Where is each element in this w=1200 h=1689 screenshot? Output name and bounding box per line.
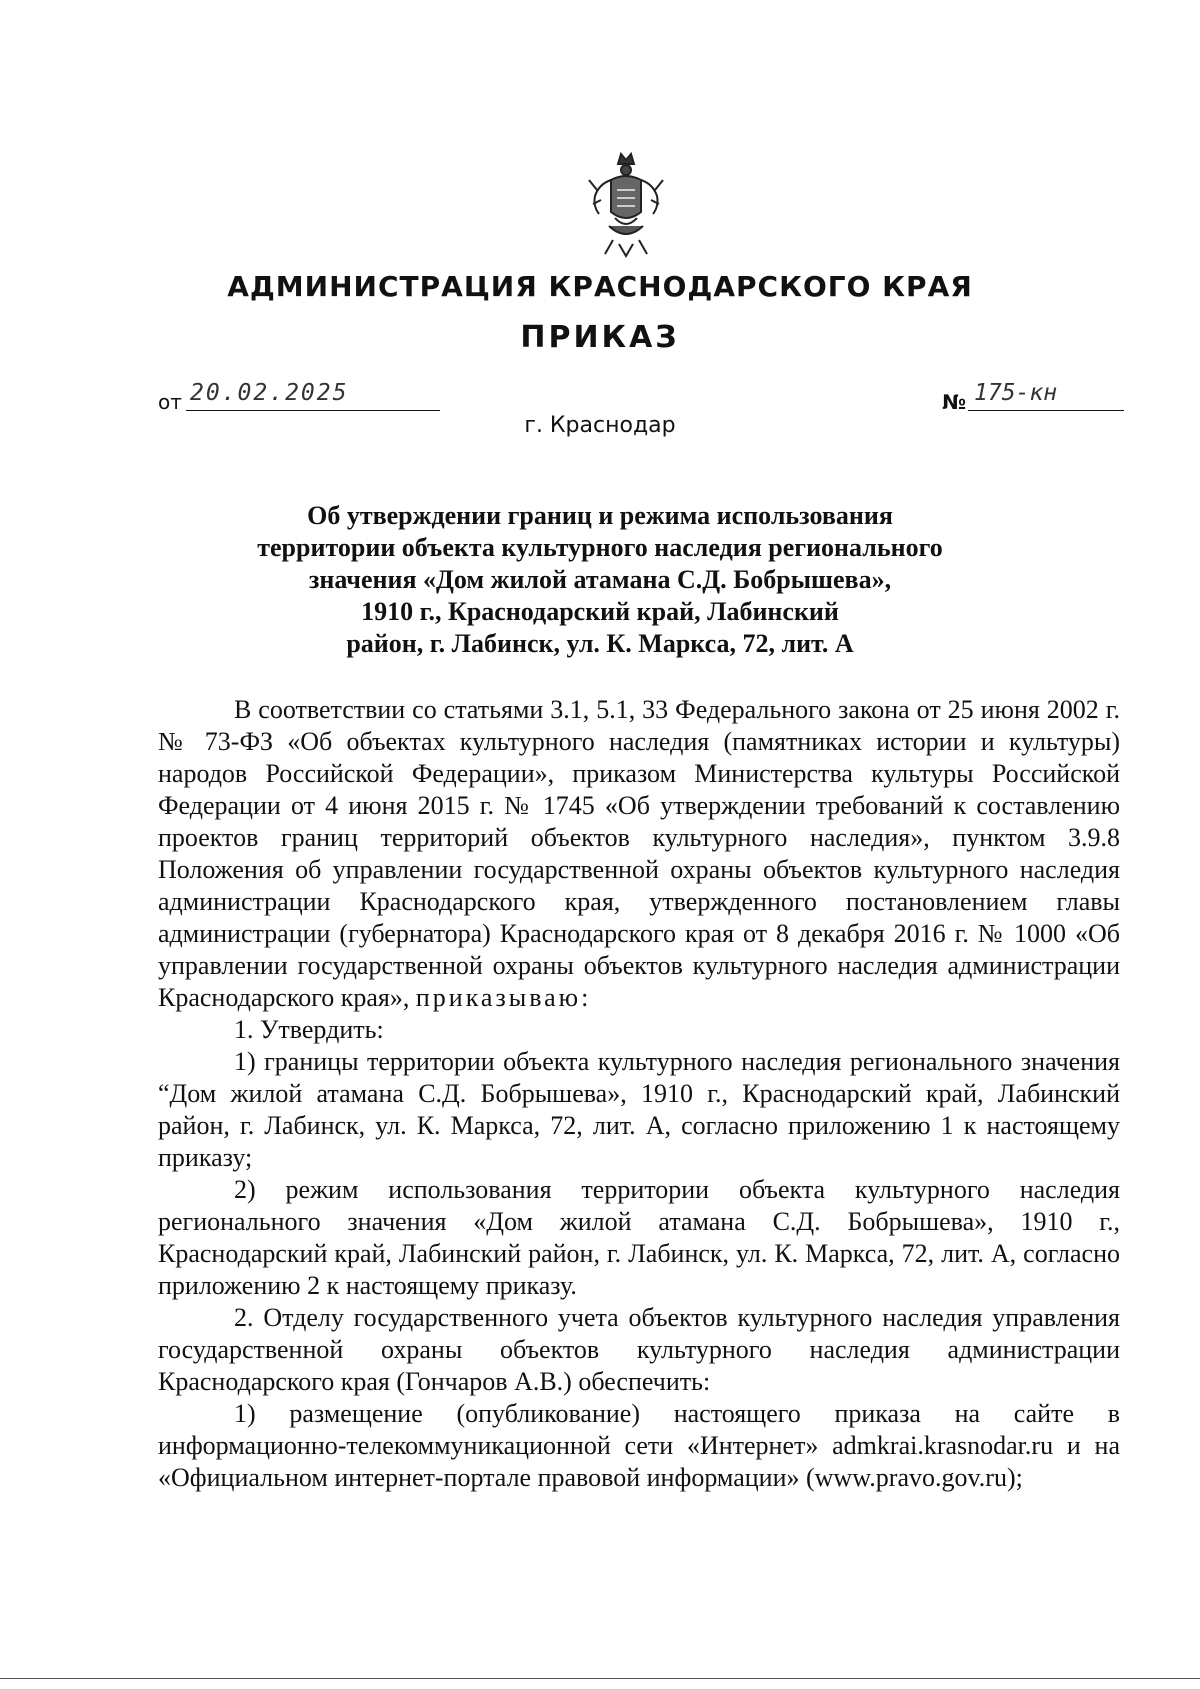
date-value: 20.02.2025 xyxy=(186,380,440,411)
page-edge-line xyxy=(0,1678,1200,1679)
preamble-paragraph xyxy=(158,694,1120,1014)
coat-of-arms-icon xyxy=(585,150,667,260)
document-type: ПРИКАЗ xyxy=(520,320,680,355)
title-line: значения «Дом жилой атамана С.Д. Бобрышева», xyxy=(308,565,892,594)
number-label: № xyxy=(942,390,967,414)
title-line: Об утверждении границ и режима использования xyxy=(307,501,893,530)
item-2: 2. Отделу государственного учета объектов культурного наследия управления государственной охраны объектов культурного наследия администрации Краснодарского края (Гончаров А.В.) обеспечить: xyxy=(158,1303,1120,1396)
organization-name: АДМИНИСТРАЦИЯ КРАСНОДАРСКОГО КРАЯ xyxy=(227,270,973,303)
order-word: приказываю: xyxy=(415,983,592,1012)
document-title xyxy=(200,500,1000,660)
title-line: район, г. Лабинск, ул. К. Маркса, 72, лит. А xyxy=(346,629,854,658)
city: г. Краснодар xyxy=(524,413,676,438)
item-1-2: 2) режим использования территории объекта культурного наследия регионального значения «Дом жилой атамана С.Д. Бобрышева», 1910 г., Краснодарский край, Лабинский район, г. Лабинск, ул. К. Маркса, 72, лит. А, согласно приложению 2 к настоящему приказу. xyxy=(158,1175,1120,1300)
item-1: 1. Утвердить: xyxy=(234,1015,384,1044)
date-label: от xyxy=(158,390,182,414)
item-2-1: 1) размещение (опубликование) настоящего приказа на сайте в информационно-телекоммуникационной сети «Интернет» admkrai.krasnodar.ru и на «Официальном интернет-портале правовой информации» (www.pravo.gov.ru); xyxy=(158,1399,1120,1492)
title-line: территории объекта культурного наследия регионального xyxy=(257,533,943,562)
preamble-text: В соответствии со статьями 3.1, 5.1, 33 Федерального закона от 25 июня 2002 г. № 73-ФЗ «Об объектах культурного наследия (памятниках истории и культуры) народов Российской Федерации», приказом Министерства культуры Российской Федерации от 4 июня 2015 г. № 1745 «Об утверждении требований к составлению проектов границ территорий объектов культурного наследия», пунктом 3.9.8 Положения об управлении государственной охраны объектов культурного наследия администрации Краснодарского края, утвержденного постановлением главы администрации (губернатора) Краснодарского края от 8 декабря 2016 г. № 1000 «Об управлении государственной охраны объектов культурного наследия администрации Краснодарского края», xyxy=(158,695,1120,1012)
title-line: 1910 г., Краснодарский край, Лабинский xyxy=(361,597,839,626)
number-value: 175-кн xyxy=(968,380,1124,411)
item-1-1: 1) границы территории объекта культурного наследия регионального значения “Дом жилой атамана С.Д. Бобрышева», 1910 г., Краснодарский край, Лабинский район, г. Лабинск, ул. К. Маркса, 72, лит. А, согласно приложению 1 к настоящему приказу; xyxy=(158,1047,1120,1172)
document-body xyxy=(158,694,1120,1494)
